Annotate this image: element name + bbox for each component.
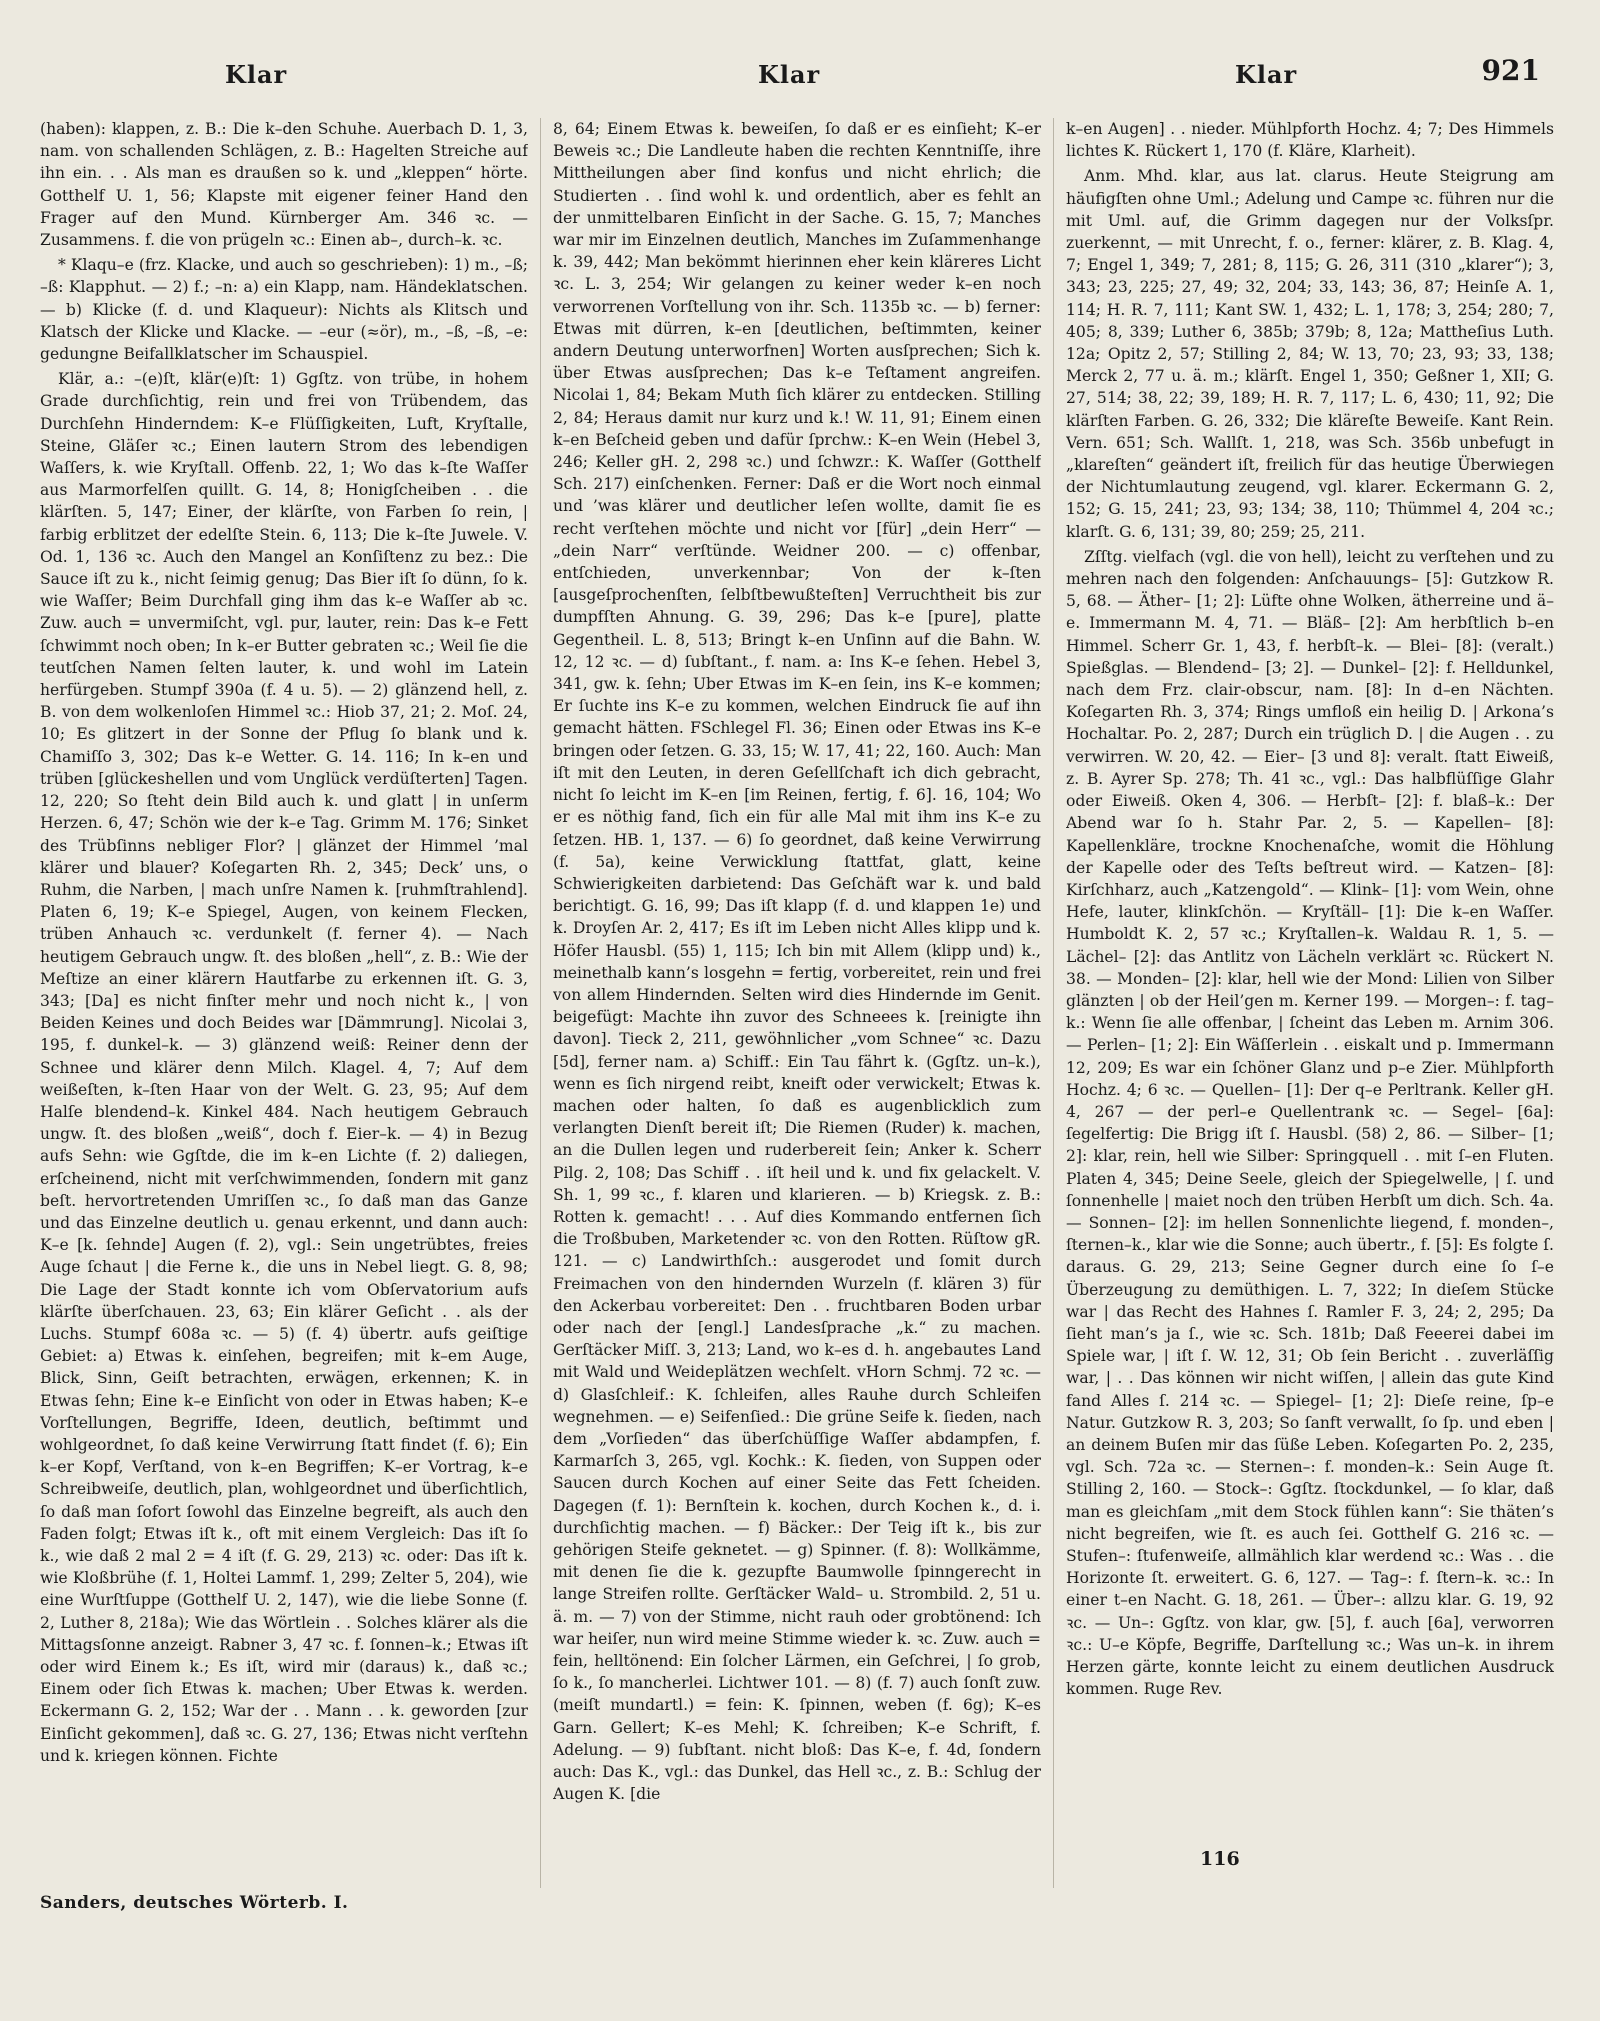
entry-paragraph: Anm. Mhd. klar, aus lat. clarus. Heute Steigrung am häufigſten ohne Uml.; Adelung und Campe ꝛc. führen nur die mit Uml. auf, die Grimm dagegen nur der Volksſpr. zuerkennt, — mit Unrecht, f. o., ferner: klärer, z. B. Klag. 4, 7; Engel 1, 349; 7, 281; 8, 115; G. 26, 311 (310 „klarer“); 3, 343; 23, 225; 27, 49; 32, 204; 33, 143; 36, 87; Heinſe A. 1, 114; H. R. 7, 111; Kant SW. 1, 432; L. 1, 178; 3, 254; 280; 7, 405; 8, 339; Luther 6, 385b; 379b; 8, 12a; Mattheſius Luth. 12a; Opitz 2, 57; Stilling 2, 84; W. 13, 70; 23, 93; 33, 138; Merck 2, 77 u. ä. m.; klärſt. Engel 1, 350; Geßner 1, XII; G. 27, 514; 38, 22; 39, 189; H. R. 7, 117; L. 6, 430; 11, 92; Die klärſten Farben. G. 26, 332; Die kläreſte Beweiſe. Kant Rein. Vern. 651; Sch. Wallſt. 1, 218, was Sch. 356b unbefugt in „klareſten“ geändert iſt, freilich für das heutige Überwiegen der Nichtumlautung zeugend, vgl. klarer. Eckermann G. 2, 152; G. 15, 241; 23, 93; 134; 38, 110; Thümmel 4, 204 ꝛc.; klarſt. G. 6, 131; 39, 80; 259; 25, 211. [1066, 167, 1554, 541]
running-head-right: Klar [1235, 60, 1298, 89]
entry-paragraph: 8, 64; Einem Etwas k. beweiſen, ſo daß er es einſieht; K–er Beweis ꝛc.; Die Landleute haben die rechten Kenntniſſe, ihre Mittheilungen aber ſind konfus und nicht ehrlich; die Studierten . . ſind wohl k. und ordentlich, aber es fehlt an der unmittelbaren Einſicht in der Sache. G. 15, 7; Manches war mir im Einzelnen deutlich, Manches im Zuſammenhange k. 39, 442; Man bekömmt hierinnen eher kein kläreres Licht ꝛc. L. 3, 254; Wir gelangen zu keiner weder k–en noch verworrenen Vorſtellung von ihr. Sch. 1135b ꝛc. — b) ferner: Etwas mit dürren, k–en [deutlichen, beſtimmten, keiner andern Deutung unterworfnen] Worten ausſprechen; Sich k. über Etwas ausſprechen; Das k–e Teſtament angreifen. Nicolai 1, 84; Bekam Muth ſich klärer zu entdecken. Stilling 2, 84; Heraus damit nur kurz und k.! W. 11, 91; Einem einen k–en Beſcheid geben und dafür ſprchw.: K–en Wein (Hebel 3, 246; Keller gH. 2, 298 ꝛc.) und ſchwzr.: K. Waſſer (Gotthelf Sch. 217) einſchenken. Ferner: Daß er die Wort noch einmal und ’was klärer und deutlicher leſen wollte, damit ſie es recht verſtehen möchte und nicht vor [für] „dein Herr“ — „dein Narr“ verſtünde. Weidner 200. — c) offenbar, entſchieden, unverkennbar; Von der k–ſten [ausgeſprochenſten, ſelbſtbewußteſten] Verruchtheit bis zur dumpfſten Ahnung. G. 39, 296; Das k–e [pure], platte Gegentheil. L. 8, 513; Bringt k–en Unſinn auf die Bahn. W. 12, 12 ꝛc. — d) ſubſtant., f. nam. a: Ins K–e ſehen. Hebel 3, 341, gw. k. ſehn; Uber Etwas im K–en ſein, ins K–e kommen; Er ſuchte ins K–e zu kommen, welchen Eindruck ſie auf ihn gemacht hätten. FSchlegel Fl. 36; Einen oder Etwas ins K–e bringen oder ſetzen. G. 33, 15; W. 17, 41; 22, 160. Auch: Man iſt mit den Leuten, in deren Geſellſchaft ich dich gebracht, nicht ſo leicht im K–en [im Reinen, fertig, f. 6]. 16, 104; Wo er es nöthig fand, ſich ein für alle Mal mit ihm ins K–e zu ſetzen. HB. 1, 137. — 6) ſo geordnet, daß keine Verwirrung (f. 5a), keine Verwicklung ſtattfat, glatt, keine Schwierigkeiten darbietend: Das Geſchäft war k. und bald berichtigt. G. 16, 99; Das iſt klapp (f. d. und klappen 1e) und k. Droyſen Ar. 2, 417; Es iſt im Leben nicht Alles klipp und k. Höfer Hausbl. (55) 1, 115; Ich bin mit Allem (klipp und) k., meinethalb kann’s losgehn = fertig, vorbereitet, rein und frei von allem Hindernden. Selten wird dies Hindernde im Genit. beigefügt: Machte ihn zuvor des Schneees k. [reinigte ihn davon]. Tieck 2, 211, gewöhnlicher „vom Schnee“ ꝛc. Dazu [5d], ferner nam. a) Schiff.: Ein Tau fährt k. (Ggſtz. un–k.), wenn es ſich nirgend reibt, kneift oder verwickelt; Etwas k. machen oder halten, ſo daß es augenblicklich zum verlangten Dienſt bereit iſt; Die Riemen (Ruder) k. machen, an die Dullen legen und ruderbereit ſein; Anker k. Scherr Pilg. 2, 108; Das Schiff . . iſt heil und k. und fix gelackelt. V. Sh. 1, 99 ꝛc., f. klaren und klarieren. — b) Kriegsk. z. B.: Rotten k. gemacht! . . . Auf dies Kommando entfernen ſich die Troßbuben, Marketender ꝛc. von den Rotten. Rüſtow gR. 121. — c) Landwirthſch.: ausgerodet und ſomit durch Freimachen von den hindernden Wurzeln (f. klären 3) für den Ackerbau vorbereitet: Den . . fruchtbaren Boden urbar oder nach der [engl.] Landesſprache „k.“ zu machen. Gerſtäcker Miſſ. 3, 213; Land, wo k–es d. h. angebautes Land mit Wald und Weideplätzen wechſelt. vHorn Schmj. 72 ꝛc. — d) Glasſchleif.: K. ſchleifen, alles Rauhe durch Schleifen wegnehmen. — e) Seifenſied.: Die grüne Seife k. ſieden, nach dem „Vorſieden“ das überſchüſſige Waſſer abdampfen, f. Karmarſch 3, 265, vgl. Kochk.: K. ſieden, von Suppen oder Saucen durch Kochen auf einer Seite das Fett ſcheiden. Dagegen (f. 1): Bernſtein k. kochen, durch Kochen k., d. i. durchſichtig machen. — f) Bäcker.: Der Teig iſt k., bis zur gehörigen Steife geknetet. — g) Spinner. (f. 8): Wollkämme, mit denen ſie die k. gezupfte Baumwolle ſpinngerecht in lange Streifen rollte. Gerſtäcker Wald– u. Strombild. 2, 51 u. ä. m. — 7) von der Stimme, nicht rauh oder grobtönend: Ich war heiſer, nun wird meine Stimme wieder k. ꝛc. Zuw. auch = fein, helltönend: Ein ſolcher Lärmen, ein Geſchrei, | ſo grob, ſo k., ſo mancherlei. Lichtwer 101. — 8) (f. 7) auch ſonſt zuw. (meiſt mundartl.) = fein: K. ſpinnen, weben (f. 6g); K–es Garn. Gellert; K–es Mehl; K. ſchreiben; K–e Schrift, f. Adelung. — 9) ſubſtant. nicht bloß: Das K–e, f. 4d, ſondern auch: Das K., vgl.: das Dunkel, das Hell ꝛc., z. B.: Schlug der Augen K. [die [553, 120, 1041, 1804]
text-column-1 [40, 118, 528, 1888]
text-column-3 [1066, 118, 1554, 1888]
footer-author-line: Sanders, deutsches Wörterb. I. [40, 1893, 349, 1913]
column-divider [1053, 118, 1054, 1888]
entry-paragraph: Klär, a.: –(e)ſt, klär(e)ſt: 1) Ggſtz. von trübe, in hohem Grade durchſichtig, rein und frei von Trübendem, das Durchſehn Hinderndem: K–e Flüſſigkeiten, Luft, Kryſtalle, Steine, Gläſer ꝛc.; Einen lautern Strom des lebendigen Waſſers, k. wie Kryſtall. Offenb. 22, 1; Wo das k–ſte Waſſer aus Marmorfelſen quillt. G. 14, 8; Honigſcheiben . . die klärſten. 5, 147; Einer, der klärſte, von Farben ſo rein, | farbig erblitzet der edelſte Stein. 6, 113; Die k–ſte Juwele. V. Od. 1, 136 ꝛc. Auch den Mangel an Konſiſtenz zu bez.: Die Sauce iſt zu k., nicht ſeimig genug; Das Bier iſt ſo dünn, ſo k. wie Waſſer; Beim Durchfall ging ihm das k–e Waſſer ab ꝛc. Zuw. auch = unvermiſcht, vgl. pur, lauter, rein: Das k–e Fett ſchwimmt noch oben; In k–er Butter gebraten ꝛc.; Weil ſie die teutſchen Namen ſelten lauter, k. und wohl im Latein herfürgeben. Stumpf 390a (f. 4 u. 5). — 2) glänzend hell, z. B. von dem wolkenloſen Himmel ꝛc.: Hiob 37, 21; 2. Moſ. 24, 10; Es glitzert in der Sonne der Pflug ſo blank und k. Chamiſſo 3, 302; Das k–e Wetter. G. 14. 116; In k–en und trüben [glückeshellen und vom Unglück verdüſterten] Tagen. 12, 220; So ſteht dein Bild auch k. und glatt | in unſerm Herzen. 6, 47; Schön wie der k–e Tag. Grimm M. 176; Sinket des Trübſinns nebliger Flor? | glänzet der Himmel ’mal klärer und blauer? Koſegarten Rh. 2, 345; Deck’ uns, o Ruhm, die Narben, | mach unſre Namen k. [ruhmſtrahlend]. Platen 6, 19; K–e Spiegel, Augen, von keinem Flecken, trüben Anhauch ꝛc. verdunkelt (f. ferner 4). — Nach heutigem Gebrauch ungw. ſt. des bloßen „hell“, z. B.: Wie der Meſtize an einer klärern Hautfarbe zu erkennen iſt. G. 3, 343; [Da] es nicht finſter mehr und noch nicht k., | von Beiden Keines und doch Beides war [Dämmrung]. Nicolai 3, 195, f. dunkel–k. — 3) glänzend weiß: Reiner denn der Schnee und klärer denn Milch. Klagel. 4, 7; Auf dem weißeſten, k–ſten Haar von der Welt. G. 23, 95; Auf dem Halſe blendend–k. Kinkel 484. Nach heutigem Gebrauch ungw. ſt. des bloßen „weiß“, doch f. Eier–k. — 4) in Bezug aufs Sehn: wie Ggſtde, die im k–en Lichte (f. 2) daliegen, erſcheinend, nicht mit verſchwimmenden, ſondern mit ganz beſt. hervortretenden Umriſſen ꝛc., ſo daß man das Ganze und das Einzelne deutlich u. genau erkennt, und dann auch: K–e [k. ſehnde] Augen (f. 2), vgl.: Sein ungetrübtes, freies Auge ſchaut | die Ferne k., die uns in Nebel liegt. G. 8, 98; Die Lage der Stadt konnte ich vom Obſervatorium aufs klärſte überſchauen. 23, 63; Ein klärer Geſicht . . als der Luchs. Stumpf 608a ꝛc. — 5) (f. 4) übertr. aufs geiſtige Gebiet: a) Etwas k. einſehen, begreifen; mit k–em Auge, Blick, Sinn, Geiſt betrachten, erwägen, erkennen; K. in Etwas ſehn; Eine k–e Einſicht von oder in Etwas haben; K–e Vorſtellungen, Begriffe, Ideen, deutlich, beſtimmt und wohlgeordnet, ſo daß keine Verwirrung ſtatt findet (f. 6); Ein k–er Kopf, Verſtand, von k–en Begriffen; K–er Vortrag, k–e Schreibweiſe, deutlich, plan, wohlgeordnet und überſichtlich, ſo daß man ſofort ſowohl das Einzelne begreift, als auch den Faden folgt; Etwas iſt k., oft mit einem Vergleich: Das iſt ſo k., wie daß 2 mal 2 = 4 iſt (f. G. 29, 213) ꝛc. oder: Das iſt k. wie Kloßbrühe (f. 1, Holtei Lammf. 1, 299; Zelter 5, 204), wie eine Wurſtſuppe (Gotthelf U. 2, 147), wie die liebe Sonne (f. 2, Luther 8, 218a); Wie das Wörtlein . . Solches klärer als die Mittagsſonne anzeigt. Rabner 3, 47 ꝛc. f. ſonnen–k.; Etwas iſt oder wird Einem k.; Es iſt, wird mir (daraus) k., daß ꝛc.; Einem oder ſich Etwas k. machen; Uber Etwas k. werden. Eckermann G. 2, 152; War der . . Mann . . k. geworden [zur Einſicht gekommen], daß ꝛc. G. 27, 136; Etwas nicht verſtehn und k. kriegen können. Fichte [40, 370, 528, 1765]
running-head-center: Klar [758, 60, 821, 89]
entry-paragraph: k–en Augen] . . nieder. Mühlpforth Hochz. 4; 7; Des Himmels lichtes K. Rückert 1, 170 (f. Kläre, Klarheit). [1066, 120, 1554, 161]
entry-paragraph: (haben): klappen, z. B.: Die k–den Schuhe. Auerbach D. 1, 3, nam. von schallenden Schlägen, z. B.: Hagelten Streiche auf ihn ein. . . Als man es draußen so k. und „kleppen“ hörte. Gotthelf U. 1, 56; Klapste mit eigener feiner Hand den Frager auf den Mund. Kürnberger Am. 346 ꝛc. — Zusammens. f. die von prügeln ꝛc.: Einen ab–, durch–k. ꝛc. [40, 120, 528, 250]
column-divider [540, 118, 541, 1888]
page-number: 921 [1481, 54, 1540, 87]
entry-paragraph: * Klaqu–e (frz. Klacke, und auch so geschrieben): 1) m., –ß; –ß: Klapphut. — 2) f.; –n: a) ein Klapp, nam. Händeklatschen. — b) Klicke (f. d. und Klaqueur): Nichts als Klitsch und Klatsch der Klicke und Klacke. — –eur (≈ör), m., –ß, –ß, –e: gedungne Beifallklatscher im Schauspiel. [40, 256, 528, 364]
signature-mark: 116 [1200, 1848, 1240, 1870]
entry-paragraph: Zſſtg. vielfach (vgl. die von hell), leicht zu verſtehen und zu mehren nach den folgenden: Anſchauungs– [5]: Gutzkow R. 5, 68. — Äther– [1; 2]: Lüfte ohne Wolken, ätherreine und ä–e. Immermann M. 4, 71. — Bläß– [2]: Am herbſtlich b–en Himmel. Scherr Gr. 1, 43, f. herbſt–k. — Blei– [8]: (veralt.) Spießglas. — Blendend– [3; 2]. — Dunkel– [2]: f. Helldunkel, nach dem Frz. clair-obscur, nam. [8]: In d–en Nächten. Koſegarten Rh. 3, 374; Rings umfloß ein heilig D. | Arkona’s Hochaltar. Po. 2, 287; Durch ein trüglich D. | die Augen . . zu verwirren. W. 20, 42. — Eier– [3 und 8]: veralt. ſtatt Eiweiß, z. B. Ayrer Sp. 278; Th. 41 ꝛc., vgl.: Das halbflüſſige Glahr oder Eiweiß. Oken 4, 306. — Herbſt– [2]: f. blaß–k.: Der Abend war ſo h. Stahr Par. 2, 5. — Kapellen– [8]: Kapellenkläre, trockne Knochenaſche, womit die Höhlung der Kapelle oder des Teſts beſtreut wird. — Katzen– [8]: Kirſchharz, auch „Katzengold“. — Klink– [1]: vom Wein, ohne Hefe, lauter, klinkſchön. — Kryſtäll– [1]: Die k–en Waſſer. Humboldt K. 2, 57 ꝛc.; Kryſtallen–k. Waldau R. 1, 5. — Lächel– [2]: das Antlitz von Lächeln verklärt ꝛc. Rückert N. 38. — Monden– [2]: klar, hell wie der Mond: Lilien von Silber glänzten | ob der Heil’gen m. Kerner 199. — Morgen–: f. tag–k.: Wenn ſie alle offenbar, | ſcheint das Leben m. Arnim 306. — Perlen– [1; 2]: Ein Wäſſerlein . . eiskalt und p. Immermann 12, 209; Es war ein ſchöner Glanz und p–e Zier. Mühlpforth Hochz. 4; 6 ꝛc. — Quellen– [1]: Der q–e Perltrank. Keller gH. 4, 267 — der perl–e Quellentrank ꝛc. — Segel– [6a]: ſegelfertig: Die Brigg iſt ſ. Hausbl. (58) 2, 86. — Silber– [1; 2]: klar, rein, hell wie Silber: Springquell . . mit ſ–en Fluten. Platen 4, 345; Deine Seele, gleich der Spiegelwelle, | ſ. und ſonnenhelle | maiet noch den trüben Herbſt um dich. Sch. 4a. — Sonnen– [2]: im hellen Sonnenlichte liegend, f. monden–, ſternen–k., klar wie die Sonne; auch übertr., f. [5]: Es folgte ſ. daraus. G. 29, 213; Seine Gegner durch eine ſo ſ–e Überzeugung zu demüthigen. L. 7, 322; In dieſem Stücke war | das Recht des Hahnes ſ. Ramler F. 3, 24; 2, 295; Da ſieht man’s ja ſ., wie ꝛc. Sch. 181b; Daß Feeerei dabei im Spiele war, | iſt ſ. W. 12, 31; Ob ſein Bericht . . zuverläſſig war, | . . Das können wir nicht wiſſen, | allein das gute Kind fand Alles ſ. 214 ꝛc. — Spiegel– [1; 2]: Dieſe reine, ſp–e Natur. Gutzkow R. 3, 203; So ſanft verwallt, ſo ſp. und eben | an deinem Buſen mir das ſüße Leben. Koſegarten Po. 2, 235, vgl. Sch. 72a ꝛc. — Sternen–: f. monden–k.: Sein Auge ſt. Stilling 2, 160. — Stock–: Ggſtz. ſtockdunkel, — ſo klar, daß man es gleichſam „mit dem Stock fühlen kann“: Sie thäten’s nicht begreifen, wie ſt. es auch ſei. Gotthelf G. 216 ꝛc. — Stufen–: ſtufenweiſe, allmählich klar werdend ꝛc.: Was . . die Horizonte ſt. erweitert. G. 6, 127. — Tag–: f. ſtern–k. ꝛc.: In einer t–en Nacht. G. 18, 261. — Über–: allzu klar. G. 19, 92 ꝛc. — Un–: Ggſtz. von klar, gw. [5], f. auch [6a], verworren ꝛc.: U–e Köpfe, Begriffe, Darſtellung ꝛc.; Was un–k. in ihrem Herzen gärte, konnte leicht zu einem deutlichen Ausdruck kommen. Ruge Rev. [1066, 547, 1554, 1699]
text-column-2 [553, 118, 1041, 1888]
running-head-left: Klar [225, 60, 288, 89]
page-header [40, 52, 1560, 100]
